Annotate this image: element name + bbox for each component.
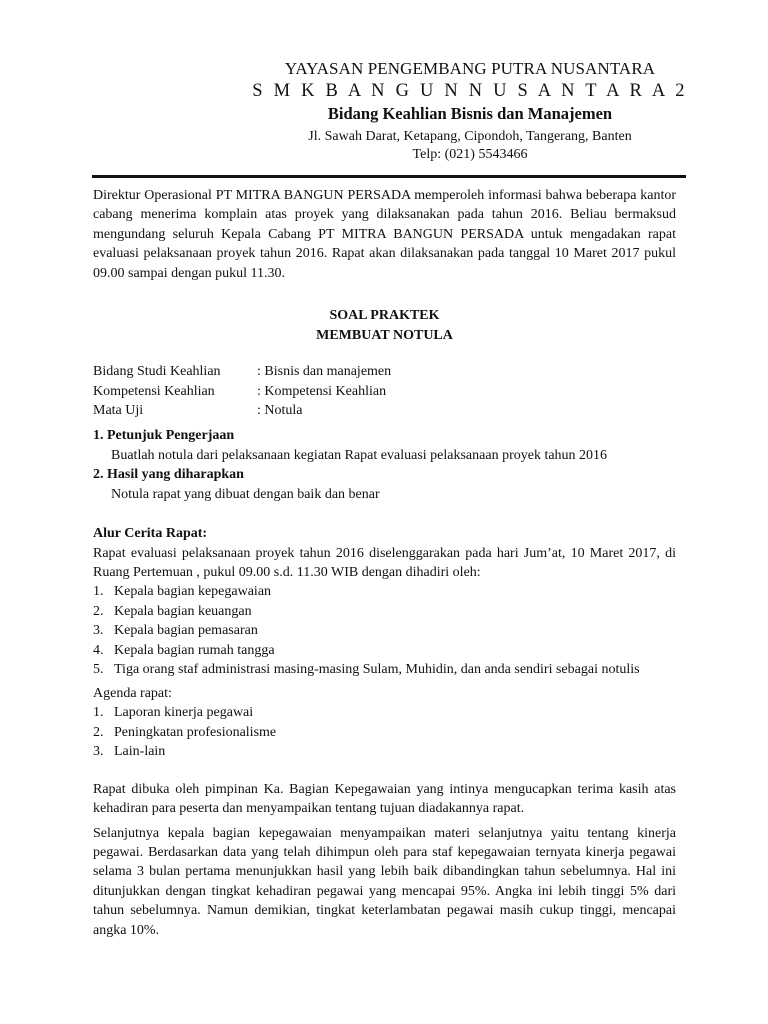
doc-title-line1: SOAL PRAKTEK: [329, 308, 440, 324]
school-phone: Telp: (021) 5543466: [412, 147, 528, 162]
section2-title: 2. Hasil yang diharapkan: [93, 467, 244, 483]
section2-text: Notula rapat yang dibuat dengan baik dan benar: [111, 487, 380, 503]
meta-label: Mata Uji: [93, 403, 144, 419]
doc-title-line2: MEMBUAT NOTULA: [316, 328, 453, 344]
meta-label: Kompetensi Keahlian: [93, 383, 215, 399]
meta-row-kompetensi: [93, 382, 676, 402]
story-title: Alur Cerita Rapat:: [93, 525, 208, 541]
letterhead: [230, 58, 710, 164]
meta-label: Bidang Studi Keahlian: [93, 364, 221, 380]
field-of-expertise: Bidang Keahlian Bisnis dan Manajemen: [327, 104, 613, 123]
discussion-paragraph: Selanjutnya kepala bagian kepegawaian menyampaikan materi selanjutnya yaitu tentang kinerja pegawai. Berdasarkan data yang telah dihimpun oleh para staf kepegawaian ternyata kinerja pegawai selama 3 bulan pertama menunjukkan hasil yang lebih baik dibandingkan tahun sebelumnya. Hal ini ditunjukkan dengan tingkat kehadiran pegawai yang mencapai 95%. Angka ini lebih tinggi 5% dari tahun sebelumnya. Namun demikian, tingkat keterlambatan pegawai masih cukup tinggi, mencapai angka 10%.: [93, 825, 676, 938]
intro-paragraph: Direktur Operasional PT MITRA BANGUN PERSADA memperoleh informasi bahwa beberapa kantor cabang menerima komplain atas proyek yang dilaksanakan pada tahun 2016. Beliau bermaksud mengundang seluruh Kepala Cabang PT MITRA BANGUN PERSADA untuk mengadakan rapat evaluasi pelaksanaan proyek tahun 2016. Rapat akan dilaksanakan pada tanggal 10 Maret 2017 pukul 09.00 sampai dengan pukul 11.30.: [93, 188, 676, 281]
opening-paragraph: Rapat dibuka oleh pimpinan Ka. Bagian Kepegawaian yang intinya mengucapkan terima kasih atas kehadiran para peserta dan menyampaikan tentang tujuan diadakannya rapat.: [93, 781, 676, 817]
list-item: 5. Tiga orang staf administrasi masing-masing Sulam, Muhidin, dan anda sendiri sebagai notulis: [93, 662, 640, 678]
story-intro: Rapat evaluasi pelaksanaan proyek tahun 2016 diselenggarakan pada hari Jum’at, 10 Maret 2017, di Ruang Pertemuan , pukul 09.00 s.d. 11.30 WIB dengan dihadiri oleh:: [93, 545, 676, 580]
attendee-list: [93, 582, 676, 680]
list-item: 1. Kepala bagian kepegawaian: [93, 584, 272, 600]
school-name: S M K B A N G U N N U S A N T A R A 2: [252, 81, 688, 101]
meta-value: : Notula: [257, 403, 303, 419]
list-item: 3. Lain-lain: [93, 744, 166, 760]
list-item: 4. Kepala bagian rumah tangga: [93, 642, 275, 658]
meta-value: : Bisnis dan manajemen: [257, 364, 392, 380]
list-item: 3. Kepala bagian pemasaran: [93, 623, 258, 639]
header-divider: [92, 175, 686, 178]
meta-value: : Kompetensi Keahlian: [257, 383, 387, 399]
section1-text: Buatlah notula dari pelaksanaan kegiatan Rapat evaluasi pelaksanaan proyek tahun 2016: [111, 447, 608, 463]
list-item: 2. Peningkatan profesionalisme: [93, 724, 277, 740]
meta-row-mata-uji: [93, 401, 676, 421]
section1-title: 1. Petunjuk Pengerjaan: [93, 427, 235, 443]
agenda-list: [93, 703, 676, 762]
foundation-name: YAYASAN PENGEMBANG PUTRA NUSANTARA: [284, 59, 656, 78]
document-body: [93, 186, 676, 940]
list-item: 1. Laporan kinerja pegawai: [93, 705, 254, 721]
agenda-title: Agenda rapat:: [93, 685, 172, 701]
list-item: 2. Kepala bagian keuangan: [93, 603, 252, 619]
meta-row-bidang: [93, 362, 676, 382]
school-address: Jl. Sawah Darat, Ketapang, Cipondoh, Tangerang, Banten: [308, 129, 632, 144]
